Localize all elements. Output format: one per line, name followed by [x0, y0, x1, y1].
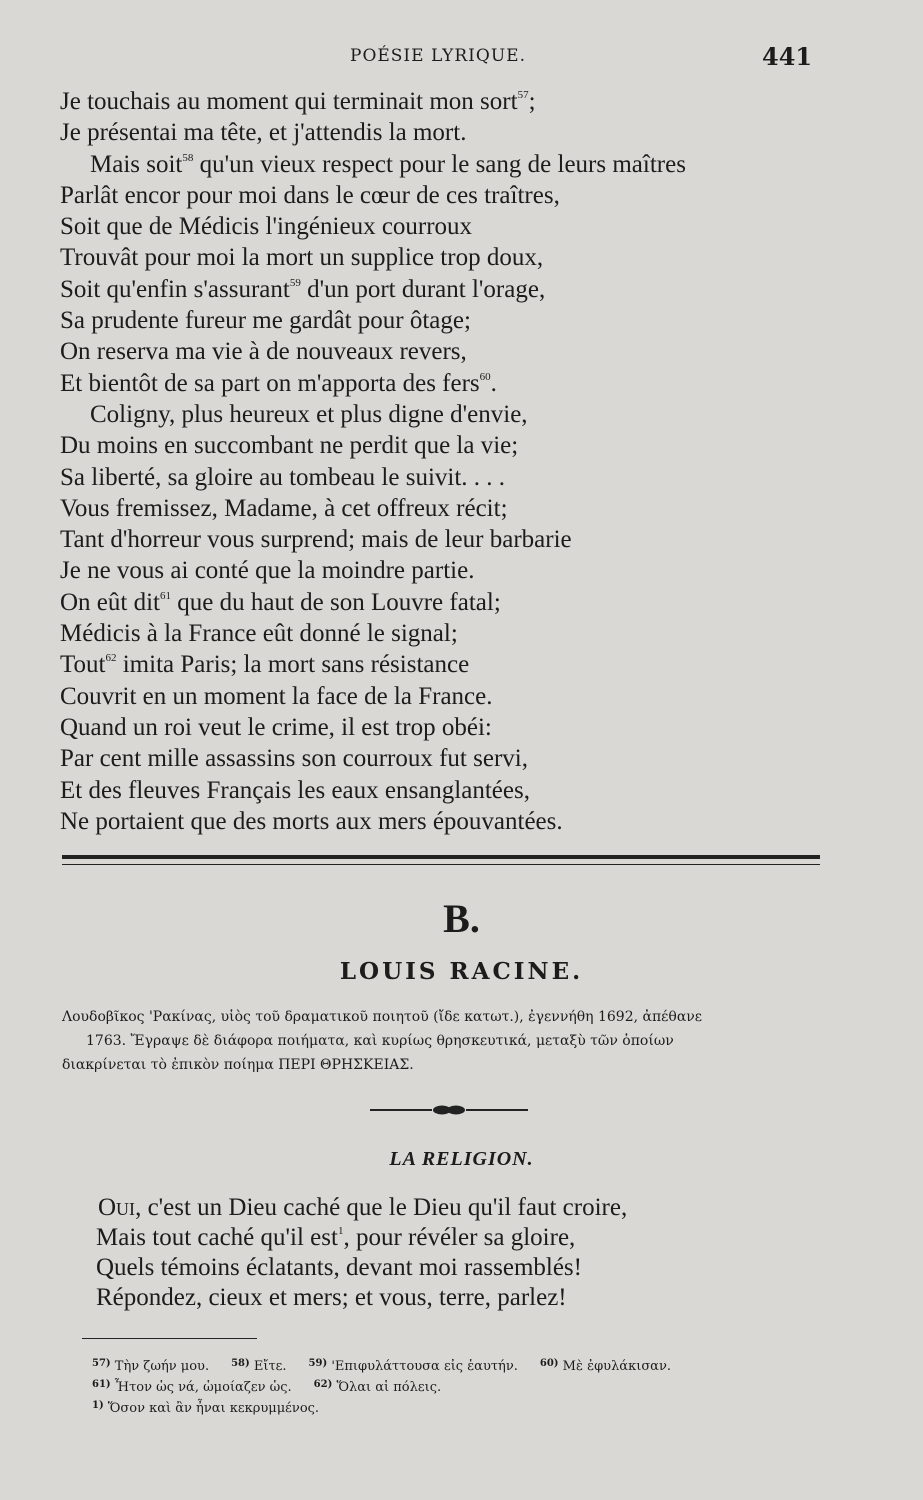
bio-line: 1763. Ἔγραψε δὲ διάφορα ποιήματα, καὶ κυρίως θρησκευτικά, μεταξὺ τῶν ὁποίων — [86, 1033, 674, 1049]
poem-line — [60, 493, 840, 524]
author-biography — [62, 1005, 842, 1077]
poem-line-text: Et bientôt de sa part on m'apporta des fers — [60, 369, 480, 397]
footnote-row — [92, 1353, 852, 1374]
poem-line — [60, 462, 840, 493]
poem-line — [60, 117, 840, 148]
poem-line-text: . — [490, 369, 497, 397]
poem-line — [60, 86, 840, 117]
bio-line: διακρίνεται τὸ ἐπικὸν ποίημα ΠΕΡΙ ΘΡΗΣΚΕΙΑΣ. — [62, 1057, 414, 1073]
footnote — [540, 1353, 671, 1377]
footnote-mark: 59) — [308, 1358, 328, 1369]
poem-line — [60, 430, 840, 461]
poem-line — [96, 1223, 836, 1253]
poem-line — [60, 149, 840, 180]
footnote-row — [92, 1374, 852, 1395]
poem-line-text: Parlât encor pour moi dans le cœur de ces traîtres, — [60, 181, 560, 209]
poem-line — [60, 524, 840, 555]
poem-line — [60, 555, 840, 586]
poem-line — [60, 681, 840, 712]
poem-line-text: que du haut de son Louvre fatal; — [171, 588, 501, 616]
poem-line-text: Du moins en succombant ne perdit que la vie; — [60, 432, 519, 460]
footnote-text: Ὅσον καὶ ἂν ἦναι κεκρυμμένος. — [107, 1401, 320, 1416]
poem-line — [60, 180, 840, 211]
footnote-ref: 61 — [160, 589, 171, 602]
footnote-mark: 58) — [231, 1358, 250, 1369]
poem-line — [60, 618, 840, 649]
footnote-ref: 58 — [182, 151, 194, 164]
footnote-mark: 60) — [539, 1358, 559, 1369]
footnote-row — [92, 1395, 852, 1416]
poem-line-text: Par cent mille assassins son courroux fut servi, — [60, 745, 528, 773]
poem-line-text: Soit que de Médicis l'ingénieux courroux — [60, 213, 473, 241]
poem-line — [60, 649, 840, 680]
poem-line-text: Mais soit — [90, 150, 183, 178]
footnote-text: Τὴν ζωήν μου. — [114, 1359, 210, 1374]
poem-line-text: Soit qu'enfin s'assurant — [60, 275, 290, 303]
initial-word: Oui — [98, 1194, 136, 1221]
running-header — [0, 42, 923, 72]
poem-line — [96, 1283, 836, 1313]
poem-line — [60, 806, 840, 837]
section-divider-thick — [62, 855, 820, 859]
poem-line — [96, 1193, 836, 1223]
poem-line-text: Tout — [60, 651, 106, 679]
poem-line — [96, 1253, 836, 1283]
poem-line — [60, 305, 840, 336]
poem-line-text: qu'un vieux respect pour le sang de leurs maîtres — [193, 150, 686, 178]
poem-line-text: , c'est un Dieu caché que le Dieu qu'il faut croire, — [135, 1194, 628, 1221]
poem-line-text: Sa prudente fureur me gardât pour ôtage; — [60, 307, 471, 335]
footnote-text: Ὅλαι αἱ πόλεις. — [336, 1380, 442, 1395]
poem-line — [60, 274, 840, 305]
poem-line-text: On reserva ma vie à de nouveaux revers, — [60, 338, 467, 366]
poem-line-text: Couvrit en un moment la face de la France. — [60, 682, 493, 710]
poem-line-text: Et des fleuves Français les eaux ensanglantées, — [60, 776, 530, 804]
poem-line-text: Sa liberté, sa gloire au tombeau le suivit. . . . — [60, 463, 506, 491]
poem-line-text: , pour révéler sa gloire, — [343, 1224, 576, 1251]
footnote-ref: 60 — [479, 370, 491, 383]
footnote-mark: 62) — [313, 1379, 333, 1390]
poem-line-text: Médicis à la France eût donné le signal; — [60, 620, 458, 648]
poem-line-text: Je touchais au moment qui terminait mon sort — [60, 88, 518, 115]
poem-excerpt — [60, 86, 840, 837]
poem-line — [60, 587, 840, 618]
poem-line-text: imita Paris; la mort sans résistance — [116, 651, 470, 679]
poem-line — [60, 712, 840, 743]
poem-line-text: Je présentai ma tête, et j'attendis la mort. — [60, 119, 467, 147]
footnote-ref: 1 — [337, 1225, 344, 1237]
footnote-text: Ἦτον ὡς νά, ὡμοίαζεν ὡς. — [114, 1380, 292, 1395]
poem-line-text: Tant d'horreur vous surprend; mais de leur barbarie — [60, 526, 572, 554]
poem-title: LA RELIGION. — [389, 1148, 534, 1170]
poem-line — [60, 242, 840, 273]
poem-line-text: On eût dit — [60, 588, 160, 616]
footnote-text: Εἴτε. — [253, 1359, 287, 1374]
footnote-rule — [82, 1338, 257, 1339]
poem-line-text: Vous fremissez, Madame, à cet offreux récit; — [60, 494, 508, 522]
author-heading: LOUIS RACINE. — [339, 958, 584, 985]
page-number: 441 — [762, 42, 813, 71]
poem-line — [60, 743, 840, 774]
footnote-text: Μὲ ἐφυλάκισαν. — [562, 1359, 672, 1374]
footnote-mark: 61) — [92, 1379, 111, 1390]
poem-line-text: Quand un roi veut le crime, il est trop obéi: — [60, 713, 492, 741]
poem-line-text: Je ne vous ai conté que la moindre partie. — [60, 557, 475, 585]
footnote-ref: 57 — [517, 89, 529, 101]
footnote-mark: 57) — [92, 1358, 111, 1369]
poem-line — [60, 368, 840, 399]
poem-line — [60, 399, 840, 430]
section-letter: B. — [443, 896, 480, 941]
poem-line-text: Ne portaient que des morts aux mers épouvantées. — [60, 807, 563, 835]
footnotes — [92, 1353, 852, 1416]
ornament-rule-icon — [370, 1104, 528, 1116]
poem-line — [60, 775, 840, 806]
poem-line-text: ; — [528, 88, 536, 115]
poem-line-text: Quels témoins éclatants, devant moi rassemblés! — [96, 1254, 582, 1281]
poem-line-text: Coligny, plus heureux et plus digne d'envie, — [90, 400, 528, 428]
poem-line-text: Mais tout caché qu'il est — [96, 1224, 338, 1251]
running-title: POÉSIE LYRIQUE. — [350, 46, 526, 66]
footnote-mark: 1) — [92, 1400, 104, 1411]
footnote — [92, 1395, 319, 1419]
footnote-text: 'Επιφυλάττουσα εἰς ἑαυτήν. — [331, 1359, 518, 1374]
footnote-ref: 59 — [289, 276, 301, 289]
bio-line: Λουδοβῖκος 'Ρακίνας, υἱὸς τοῦ δραματικοῦ ποιητοῦ (ἴδε κατωτ.), ἐγεννήθη 1692, ἀπέθανε — [62, 1009, 703, 1025]
poem-line — [60, 336, 840, 367]
section-divider-thin — [62, 864, 820, 865]
religion-poem — [96, 1193, 836, 1313]
poem-line — [60, 211, 840, 242]
poem-line-text: d'un port durant l'orage, — [300, 275, 546, 303]
poem-line-text: Répondez, cieux et mers; et vous, terre, parlez! — [96, 1284, 567, 1311]
poem-line-text: Trouvât pour moi la mort un supplice trop doux, — [60, 244, 544, 272]
footnote-ref: 62 — [105, 652, 117, 665]
